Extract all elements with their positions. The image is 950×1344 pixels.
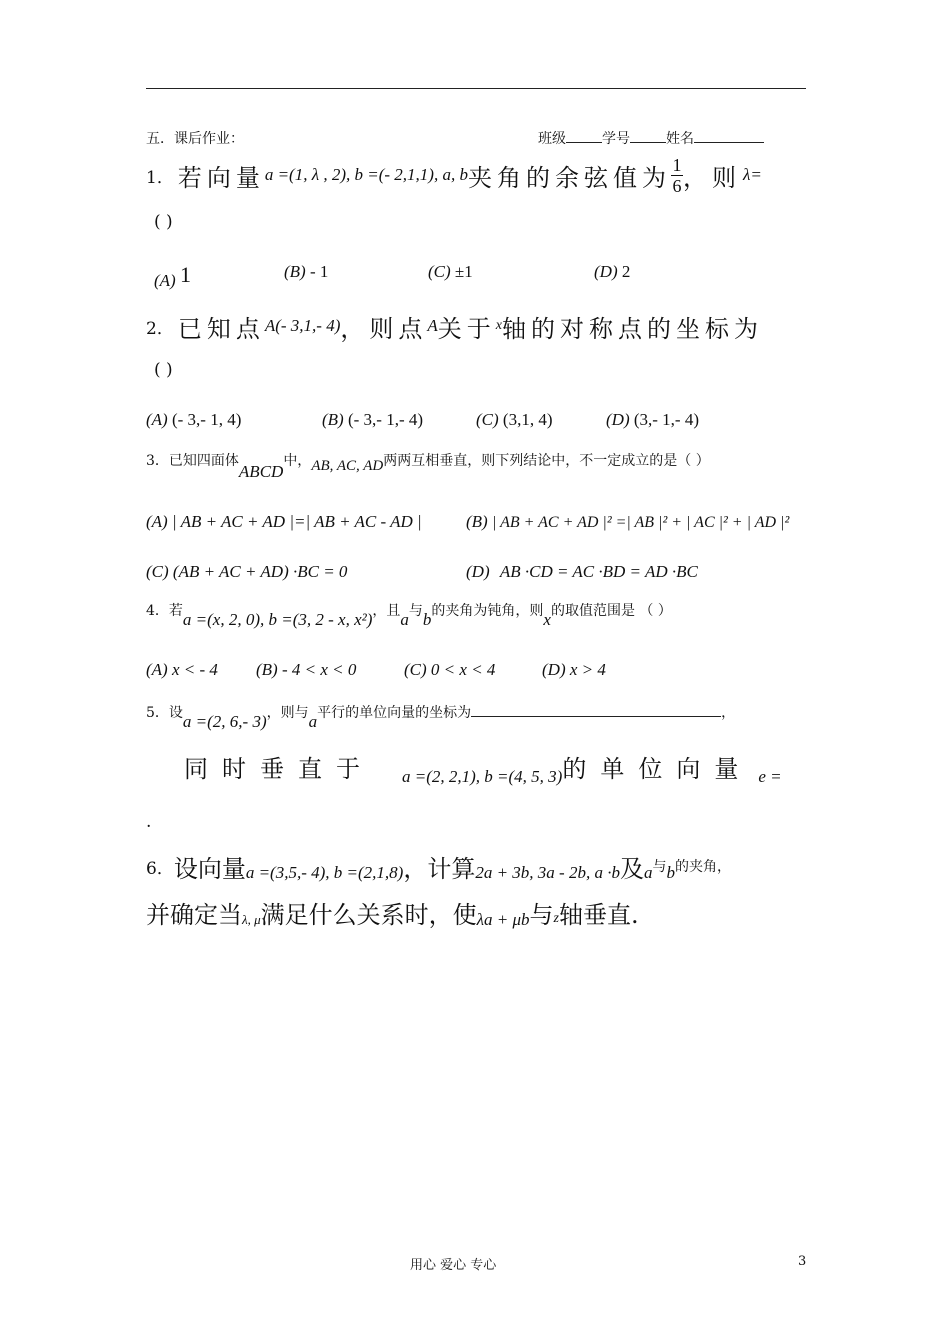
q6-vector-b: b — [666, 863, 675, 882]
q6-expr: a =(3,5,- 4), b =(2,1,8) — [245, 863, 404, 882]
q1-option-c — [428, 262, 473, 282]
q5-expr: a =(2, 6,- 3) — [182, 712, 267, 731]
q4-number: 4．若 — [146, 603, 183, 619]
header-rule — [146, 88, 806, 89]
name-label: 姓名 — [666, 131, 694, 147]
q1-option-d-value: 2 — [621, 262, 631, 281]
q2-option-b-label: (B) — [322, 410, 344, 429]
question-3 — [146, 450, 710, 486]
q2-axis-x: x — [495, 318, 502, 333]
q6-text-a: 设向量 — [173, 854, 246, 883]
q1-expr: a =(1, λ , 2), b =(- 2,1,1), a, b — [264, 165, 468, 184]
q4-option-a — [146, 660, 218, 680]
q4-option-b-label: (B) — [256, 660, 278, 679]
q3-text-a: 已知四面体 — [168, 453, 239, 469]
q5-comma: ， — [721, 705, 736, 721]
q4-option-b-value: - 4 < x < 0 — [281, 660, 357, 679]
q3-text-b: 中， — [283, 453, 312, 469]
footer-motto: 用心 爱心 专心 — [410, 1258, 497, 1273]
q4-option-c-label: (C) — [404, 660, 427, 679]
q3-number: 3． — [146, 453, 169, 469]
q4-option-d-label: (D) — [542, 660, 566, 679]
q5-line2-text-b: 的单位向量 — [562, 754, 753, 783]
question-1 — [146, 150, 762, 200]
class-blank — [566, 128, 602, 143]
q3-option-a-label: (A) — [146, 512, 168, 531]
q3-tetrahedron: ABCD — [238, 462, 284, 481]
q2-option-a — [146, 410, 241, 430]
q2-text-a: 已知点 — [177, 314, 265, 343]
page-number: 3 — [798, 1254, 807, 1269]
q3-option-c-value: (AB + AC + AD) ·BC = 0 — [172, 562, 348, 581]
q1-text-b: 夹角的余弦值为 — [467, 163, 671, 192]
q6-combination: λa + μb — [476, 910, 530, 929]
q2-option-c-value: (3,1, 4) — [502, 410, 553, 429]
q1-option-b-value: - 1 — [309, 262, 329, 281]
q1-option-b — [284, 262, 328, 282]
q4-option-c — [404, 660, 495, 680]
q6-lambda-mu: λ, μ — [242, 912, 261, 927]
question-6 — [146, 846, 731, 886]
q3-option-b-value: | AB + AC + AD |² =| AB |² + | AC |² + | AD |² — [491, 514, 790, 531]
q4-text-a: ，且 — [372, 603, 401, 619]
q5-answer-blank — [471, 702, 721, 717]
q4-text-c: 的夹角为钝角，则 — [431, 603, 544, 619]
q6-text-d: 与 — [652, 859, 667, 875]
q6-text-e: 的夹角， — [674, 859, 731, 875]
q2-point: A(- 3,1,- 4) — [264, 316, 341, 335]
q5-text-b: 平行的单位向量的坐标为 — [317, 705, 472, 721]
q2-option-a-value: (- 3,- 1, 4) — [171, 410, 242, 429]
question-5 — [146, 702, 735, 738]
section-title: 五．课后作业： — [146, 131, 244, 147]
q4-option-d — [542, 660, 606, 680]
q1-option-a — [154, 262, 191, 291]
q5-line2-expr: a =(2, 2,1), b =(4, 5, 3) — [402, 767, 563, 786]
q6-text-c: 及 — [619, 854, 644, 883]
q2-number: 2． — [146, 318, 174, 339]
q4-vector-b: b — [422, 610, 432, 629]
q2-option-c-label: (C) — [476, 410, 499, 429]
q6-line-2 — [146, 892, 639, 932]
q6-calc: 2a + 3b, 3a - 2b, a ·b — [475, 863, 620, 882]
q4-expr: a =(x, 2, 0), b =(3, 2 - x, x²) — [182, 610, 373, 629]
q4-option-b — [256, 660, 356, 680]
q5-vector-a: a — [308, 712, 318, 731]
q1-frac-num: 1 — [672, 154, 682, 175]
q2-option-a-label: (A) — [146, 410, 168, 429]
q2-answer-paren: ( ) — [154, 360, 173, 380]
q3-option-b — [466, 512, 789, 532]
q1-text-a: 若向量 — [177, 163, 265, 192]
q1-option-a-value: 1 — [179, 262, 191, 287]
q2-option-d — [606, 410, 699, 430]
q4-option-c-value: 0 < x < 4 — [430, 660, 496, 679]
q3-option-a — [146, 512, 422, 532]
q4-option-a-value: x < - 4 — [171, 660, 218, 679]
q1-option-d — [594, 262, 630, 282]
q6-vector-a: a — [643, 863, 653, 882]
q3-option-d-label: (D) — [466, 562, 490, 581]
q5-line2-text: 同时垂直于 — [184, 754, 374, 783]
q4-option-d-value: x > 4 — [569, 660, 606, 679]
q3-edges: AB, AC, AD — [311, 458, 384, 474]
q6-axis-z: z — [553, 911, 559, 926]
q3-text-c: 两两互相垂直，则下列结论中，不一定成立的是（ ） — [383, 453, 710, 469]
q5-number: 5．设 — [146, 705, 183, 721]
q5-text-a: ，则与 — [266, 705, 309, 721]
q5-e-equals: e = — [758, 767, 782, 786]
q1-fraction — [671, 155, 683, 196]
name-blank — [694, 128, 764, 143]
student-info — [538, 128, 764, 148]
q2-text-c: 关于 — [437, 314, 496, 343]
q1-text-c: ，则 — [682, 163, 741, 192]
q6-line2-b: 满足什么关系时，使 — [260, 900, 477, 929]
class-label: 班级 — [538, 131, 566, 147]
q1-option-a-label: (A) — [154, 271, 176, 290]
q6-line2-c: 与 — [529, 900, 554, 929]
question-2 — [146, 306, 763, 346]
q2-option-b-value: (- 3,- 1,- 4) — [347, 410, 424, 429]
q4-option-a-label: (A) — [146, 660, 168, 679]
number-label: 学号 — [602, 131, 630, 147]
q6-line2-a: 并确定当 — [146, 900, 242, 929]
q2-point-a: A — [427, 316, 438, 335]
q6-line2-d: 轴垂直. — [558, 900, 639, 929]
q5-dot: . — [146, 812, 152, 832]
q2-text-b: ，则点 — [340, 314, 428, 343]
question-4 — [146, 600, 672, 636]
q3-option-c-label: (C) — [146, 562, 169, 581]
q2-text-d: 轴的对称点的坐标为 — [501, 314, 763, 343]
q6-text-b: ，计算 — [403, 854, 476, 883]
q3-option-d-value: AB ·CD = AC ·BD = AD ·BC — [499, 562, 698, 581]
q3-option-c — [146, 562, 347, 582]
q4-var-x: x — [543, 610, 551, 629]
q4-vector-a: a — [400, 610, 409, 629]
q3-option-a-value: | AB + AC + AD |=| AB + AC - AD | — [171, 512, 422, 531]
q4-text-d: 的取值范围是 （ ） — [550, 603, 672, 619]
q3-option-b-label: (B) — [466, 512, 488, 531]
q1-option-b-label: (B) — [284, 262, 306, 281]
q2-option-b — [322, 410, 423, 430]
q1-option-c-value: ±1 — [454, 262, 473, 281]
q3-option-d — [466, 562, 698, 582]
number-blank — [630, 128, 666, 143]
q1-frac-den: 6 — [672, 175, 682, 196]
q5-line-2 — [184, 744, 782, 788]
q2-option-d-label: (D) — [606, 410, 630, 429]
q1-option-c-label: (C) — [428, 262, 451, 281]
q2-option-d-value: (3,- 1,- 4) — [633, 410, 700, 429]
q4-text-b: 与 — [408, 603, 423, 619]
q1-answer-paren: ( ) — [154, 212, 173, 232]
q1-lambda: λ= — [742, 165, 762, 184]
q1-number: 1． — [146, 167, 174, 188]
q6-number: 6． — [146, 858, 174, 879]
q1-option-d-label: (D) — [594, 262, 618, 281]
q2-option-c — [476, 410, 553, 430]
